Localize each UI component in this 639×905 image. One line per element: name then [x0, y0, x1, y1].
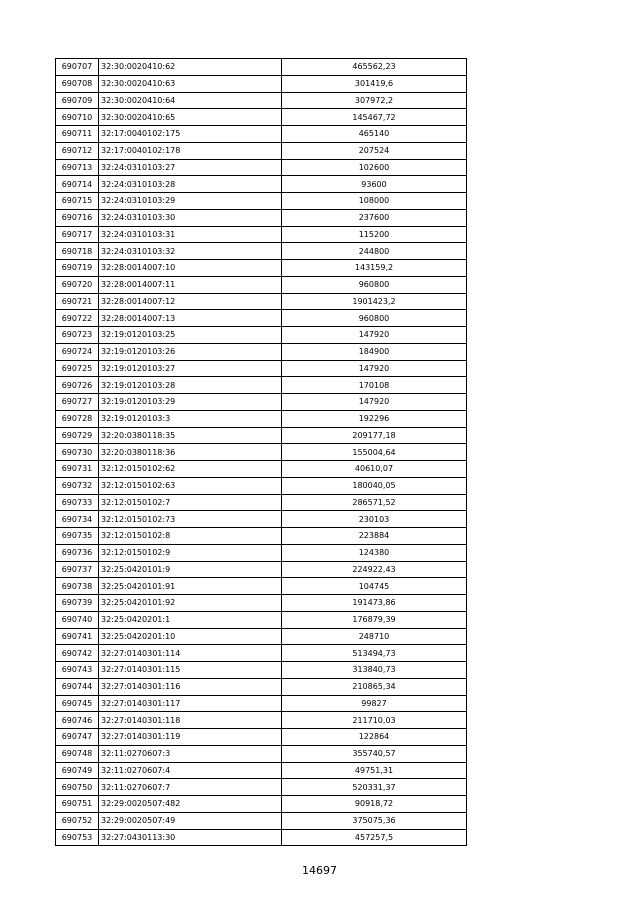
- cadastral-number-cell: 32:28:0014007:11: [99, 276, 282, 293]
- cadastral-number-cell: 32:19:0120103:29: [99, 394, 282, 411]
- cadastral-number-cell: 32:20:0380118:35: [99, 427, 282, 444]
- page-number: 14697: [302, 864, 337, 877]
- row-id-cell: 690722: [56, 310, 99, 327]
- cadastral-number-cell: 32:27:0140301:117: [99, 695, 282, 712]
- cadastral-number-cell: 32:19:0120103:25: [99, 327, 282, 344]
- table-row: [56, 327, 467, 344]
- cadastral-number-cell: 32:25:0420201:1: [99, 611, 282, 628]
- row-id-cell: 690718: [56, 243, 99, 260]
- cadastral-number-cell: 32:12:0150102:7: [99, 494, 282, 511]
- table-row: [56, 511, 467, 528]
- cadastral-number-cell: 32:27:0140301:118: [99, 712, 282, 729]
- row-id-cell: 690751: [56, 796, 99, 813]
- row-id-cell: 690737: [56, 561, 99, 578]
- cadastral-number-cell: 32:30:0020410:65: [99, 109, 282, 126]
- value-cell: 457257,5: [282, 829, 467, 846]
- cadastral-number-cell: 32:27:0140301:116: [99, 678, 282, 695]
- value-cell: 960800: [282, 276, 467, 293]
- table-row: [56, 678, 467, 695]
- data-table: [55, 58, 467, 846]
- table-row: [56, 444, 467, 461]
- table-row: [56, 628, 467, 645]
- value-cell: 192296: [282, 410, 467, 427]
- table-row: [56, 92, 467, 109]
- cadastral-number-cell: 32:11:0270607:4: [99, 762, 282, 779]
- row-id-cell: 690719: [56, 260, 99, 277]
- row-id-cell: 690733: [56, 494, 99, 511]
- row-id-cell: 690730: [56, 444, 99, 461]
- cadastral-number-cell: 32:28:0014007:12: [99, 293, 282, 310]
- row-id-cell: 690720: [56, 276, 99, 293]
- row-id-cell: 690712: [56, 142, 99, 159]
- value-cell: 237600: [282, 209, 467, 226]
- value-cell: 99827: [282, 695, 467, 712]
- row-id-cell: 690746: [56, 712, 99, 729]
- row-id-cell: 690724: [56, 343, 99, 360]
- cadastral-number-cell: 32:19:0120103:27: [99, 360, 282, 377]
- cadastral-number-cell: 32:25:0420201:10: [99, 628, 282, 645]
- cadastral-number-cell: 32:25:0420101:9: [99, 561, 282, 578]
- value-cell: 90918,72: [282, 796, 467, 813]
- row-id-cell: 690735: [56, 528, 99, 545]
- value-cell: 180040,05: [282, 477, 467, 494]
- table-row: [56, 494, 467, 511]
- table-row: [56, 360, 467, 377]
- value-cell: 147920: [282, 327, 467, 344]
- value-cell: 465562,23: [282, 59, 467, 76]
- value-cell: 124380: [282, 544, 467, 561]
- row-id-cell: 690750: [56, 779, 99, 796]
- table-row: [56, 176, 467, 193]
- cadastral-number-cell: 32:12:0150102:8: [99, 528, 282, 545]
- row-id-cell: 690717: [56, 226, 99, 243]
- value-cell: 115200: [282, 226, 467, 243]
- table-row: [56, 695, 467, 712]
- row-id-cell: 690710: [56, 109, 99, 126]
- cadastral-number-cell: 32:12:0150102:63: [99, 477, 282, 494]
- cadastral-number-cell: 32:17:0040102:175: [99, 126, 282, 143]
- row-id-cell: 690753: [56, 829, 99, 846]
- cadastral-number-cell: 32:27:0140301:115: [99, 662, 282, 679]
- row-id-cell: 690732: [56, 477, 99, 494]
- row-id-cell: 690723: [56, 327, 99, 344]
- row-id-cell: 690728: [56, 410, 99, 427]
- value-cell: 108000: [282, 193, 467, 210]
- value-cell: 248710: [282, 628, 467, 645]
- cadastral-number-cell: 32:24:0310103:29: [99, 193, 282, 210]
- value-cell: 155004,64: [282, 444, 467, 461]
- cadastral-number-cell: 32:17:0040102:178: [99, 142, 282, 159]
- row-id-cell: 690713: [56, 159, 99, 176]
- cadastral-number-cell: 32:20:0380118:36: [99, 444, 282, 461]
- table-row: [56, 544, 467, 561]
- cadastral-number-cell: 32:24:0310103:31: [99, 226, 282, 243]
- table-row: [56, 109, 467, 126]
- table-body: [56, 59, 467, 846]
- table-row: [56, 578, 467, 595]
- table-row: [56, 779, 467, 796]
- table-row: [56, 293, 467, 310]
- value-cell: 102600: [282, 159, 467, 176]
- row-id-cell: 690726: [56, 377, 99, 394]
- value-cell: 147920: [282, 394, 467, 411]
- table-row: [56, 209, 467, 226]
- value-cell: 211710,03: [282, 712, 467, 729]
- table-row: [56, 461, 467, 478]
- cadastral-number-cell: 32:28:0014007:10: [99, 260, 282, 277]
- table-row: [56, 276, 467, 293]
- table-row: [56, 377, 467, 394]
- cadastral-number-cell: 32:24:0310103:28: [99, 176, 282, 193]
- value-cell: 207524: [282, 142, 467, 159]
- table-row: [56, 611, 467, 628]
- value-cell: 223884: [282, 528, 467, 545]
- table-row: [56, 142, 467, 159]
- table-row: [56, 528, 467, 545]
- cadastral-number-cell: 32:24:0310103:30: [99, 209, 282, 226]
- value-cell: 301419,6: [282, 75, 467, 92]
- value-cell: 313840,73: [282, 662, 467, 679]
- row-id-cell: 690716: [56, 209, 99, 226]
- row-id-cell: 690743: [56, 662, 99, 679]
- value-cell: 230103: [282, 511, 467, 528]
- row-id-cell: 690745: [56, 695, 99, 712]
- cadastral-number-cell: 32:19:0120103:3: [99, 410, 282, 427]
- value-cell: 520331,37: [282, 779, 467, 796]
- table-row: [56, 126, 467, 143]
- row-id-cell: 690752: [56, 812, 99, 829]
- value-cell: 93600: [282, 176, 467, 193]
- row-id-cell: 690731: [56, 461, 99, 478]
- table-row: [56, 729, 467, 746]
- row-id-cell: 690709: [56, 92, 99, 109]
- table-row: [56, 477, 467, 494]
- row-id-cell: 690729: [56, 427, 99, 444]
- value-cell: 286571,52: [282, 494, 467, 511]
- row-id-cell: 690744: [56, 678, 99, 695]
- table-row: [56, 645, 467, 662]
- cadastral-number-cell: 32:30:0020410:64: [99, 92, 282, 109]
- value-cell: 307972,2: [282, 92, 467, 109]
- cadastral-number-cell: 32:12:0150102:73: [99, 511, 282, 528]
- cadastral-number-cell: 32:12:0150102:62: [99, 461, 282, 478]
- cadastral-number-cell: 32:11:0270607:3: [99, 745, 282, 762]
- row-id-cell: 690727: [56, 394, 99, 411]
- value-cell: 170108: [282, 377, 467, 394]
- row-id-cell: 690742: [56, 645, 99, 662]
- table-row: [56, 745, 467, 762]
- table-row: [56, 561, 467, 578]
- value-cell: 209177,18: [282, 427, 467, 444]
- row-id-cell: 690734: [56, 511, 99, 528]
- value-cell: 375075,36: [282, 812, 467, 829]
- cadastral-number-cell: 32:27:0140301:114: [99, 645, 282, 662]
- row-id-cell: 690740: [56, 611, 99, 628]
- value-cell: 143159,2: [282, 260, 467, 277]
- table-row: [56, 159, 467, 176]
- row-id-cell: 690715: [56, 193, 99, 210]
- row-id-cell: 690725: [56, 360, 99, 377]
- cadastral-number-cell: 32:25:0420101:91: [99, 578, 282, 595]
- cadastral-number-cell: 32:11:0270607:7: [99, 779, 282, 796]
- value-cell: 465140: [282, 126, 467, 143]
- row-id-cell: 690739: [56, 595, 99, 612]
- value-cell: 40610,07: [282, 461, 467, 478]
- value-cell: 122864: [282, 729, 467, 746]
- cadastral-number-cell: 32:27:0140301:119: [99, 729, 282, 746]
- row-id-cell: 690721: [56, 293, 99, 310]
- table-row: [56, 762, 467, 779]
- table-row: [56, 662, 467, 679]
- table-row: [56, 310, 467, 327]
- row-id-cell: 690736: [56, 544, 99, 561]
- cadastral-number-cell: 32:19:0120103:28: [99, 377, 282, 394]
- row-id-cell: 690748: [56, 745, 99, 762]
- row-id-cell: 690708: [56, 75, 99, 92]
- cadastral-number-cell: 32:29:0020507:482: [99, 796, 282, 813]
- cadastral-number-cell: 32:27:0430113:30: [99, 829, 282, 846]
- value-cell: 1901423,2: [282, 293, 467, 310]
- value-cell: 184900: [282, 343, 467, 360]
- value-cell: 513494,73: [282, 645, 467, 662]
- row-id-cell: 690747: [56, 729, 99, 746]
- row-id-cell: 690711: [56, 126, 99, 143]
- table-row: [56, 75, 467, 92]
- value-cell: 244800: [282, 243, 467, 260]
- cadastral-number-cell: 32:12:0150102:9: [99, 544, 282, 561]
- row-id-cell: 690738: [56, 578, 99, 595]
- cadastral-number-cell: 32:25:0420101:92: [99, 595, 282, 612]
- table-row: [56, 260, 467, 277]
- value-cell: 147920: [282, 360, 467, 377]
- table-row: [56, 243, 467, 260]
- row-id-cell: 690741: [56, 628, 99, 645]
- row-id-cell: 690714: [56, 176, 99, 193]
- row-id-cell: 690749: [56, 762, 99, 779]
- table-row: [56, 829, 467, 846]
- value-cell: 210865,34: [282, 678, 467, 695]
- value-cell: 104745: [282, 578, 467, 595]
- table-row: [56, 712, 467, 729]
- value-cell: 176879,39: [282, 611, 467, 628]
- table-row: [56, 59, 467, 76]
- cadastral-number-cell: 32:30:0020410:62: [99, 59, 282, 76]
- cadastral-number-cell: 32:19:0120103:26: [99, 343, 282, 360]
- table-row: [56, 812, 467, 829]
- table-row: [56, 193, 467, 210]
- value-cell: 355740,57: [282, 745, 467, 762]
- row-id-cell: 690707: [56, 59, 99, 76]
- cadastral-number-cell: 32:30:0020410:63: [99, 75, 282, 92]
- table-row: [56, 343, 467, 360]
- table-row: [56, 796, 467, 813]
- cadastral-number-cell: 32:29:0020507:49: [99, 812, 282, 829]
- cadastral-number-cell: 32:28:0014007:13: [99, 310, 282, 327]
- table-row: [56, 226, 467, 243]
- table-row: [56, 595, 467, 612]
- table-row: [56, 410, 467, 427]
- cadastral-number-cell: 32:24:0310103:27: [99, 159, 282, 176]
- value-cell: 49751,31: [282, 762, 467, 779]
- table-row: [56, 394, 467, 411]
- value-cell: 224922,43: [282, 561, 467, 578]
- value-cell: 191473,86: [282, 595, 467, 612]
- value-cell: 960800: [282, 310, 467, 327]
- cadastral-number-cell: 32:24:0310103:32: [99, 243, 282, 260]
- table-row: [56, 427, 467, 444]
- value-cell: 145467,72: [282, 109, 467, 126]
